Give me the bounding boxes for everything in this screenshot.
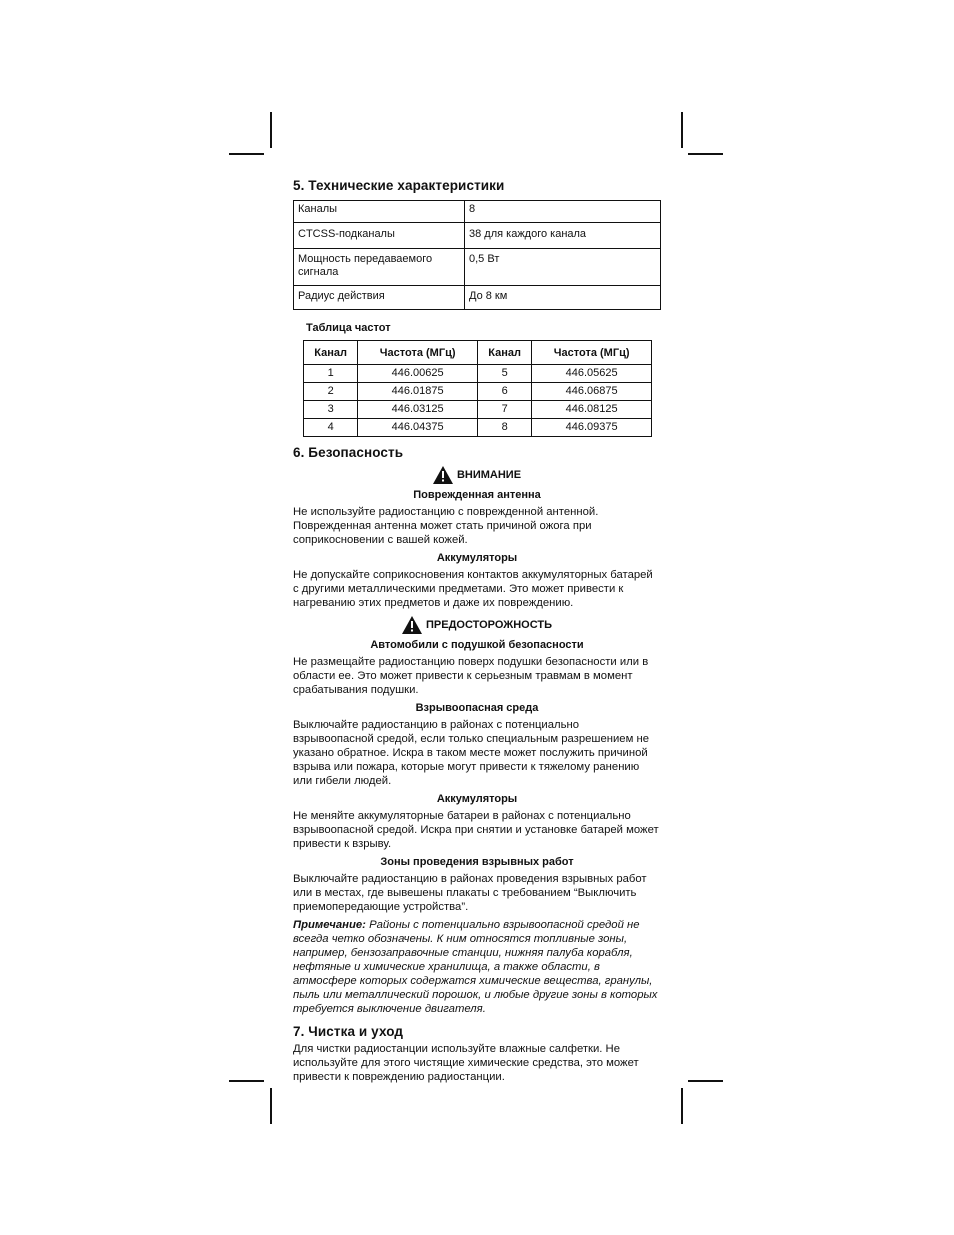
spec-value: 0,5 Вт [465,249,661,286]
explosive-text: Выключайте радиостанцию в районах с потенциально взрывоопасной средой, если только специальным разрешением не указано обратное. Искра в таком месте может послужить причиной взрыва или пожара, которые могут привести к тяжелому ранению или гибели людей. [293,719,650,787]
crop-mark [270,112,272,148]
table-cell: 1 [304,365,358,383]
batteries2-title: Аккумуляторы [436,793,518,805]
attention-heading [293,466,661,484]
crop-mark [681,112,683,148]
crop-mark [688,1080,723,1082]
crop-mark [229,153,264,155]
table-cell: 2 [304,383,358,401]
column-header: Канал [304,341,358,365]
column-header: Частота (МГц) [532,341,652,365]
section7-title: 7. Чистка и уход [293,1024,404,1039]
table-cell: 3 [304,401,358,419]
warning-triangle-icon [402,616,422,634]
spec-label: CTCSS-подканалы [294,223,465,249]
table-cell: 7 [477,401,531,419]
table-cell: 446.00625 [358,365,478,383]
table-row [294,249,661,286]
crop-mark [681,1088,683,1124]
caution-heading [293,616,661,634]
note-label: Примечание: [293,919,366,931]
airbag-text: Не размещайте радиостанцию поверх подушки безопасности или в области ее. Это может привести к серьезным травмам в момент срабатывания подушки. [293,656,649,696]
table-cell: 446.05625 [532,365,652,383]
explosive-title: Взрывоопасная среда [415,702,539,714]
table-cell: 446.09375 [532,419,652,437]
note-paragraph [293,918,661,1016]
frequency-table [303,340,652,437]
table-row [294,223,661,249]
spec-table [293,200,661,310]
table-cell: 5 [477,365,531,383]
table-cell: 4 [304,419,358,437]
spec-value: 8 [465,201,661,223]
table-row [304,365,652,383]
table-row [294,201,661,223]
airbag-title: Автомобили с подушкой безопасности [370,639,584,651]
caution-label: ПРЕДОСТОРОЖНОСТЬ [426,619,552,631]
spec-value: До 8 км [465,286,661,310]
section6-title: 6. Безопасность [293,445,404,460]
blasting-title: Зоны проведения взрывных работ [380,856,574,868]
table-row [304,383,652,401]
damaged-antenna-title: Поврежденная антенна [413,489,541,501]
attention-label: ВНИМАНИЕ [456,469,522,481]
column-header: Канал [477,341,531,365]
table-cell: 446.08125 [532,401,652,419]
table-cell: 446.03125 [358,401,478,419]
batteries-title: Аккумуляторы [436,552,518,564]
table-cell: 446.06875 [532,383,652,401]
table-row [294,286,661,310]
spec-label: Радиус действия [294,286,465,310]
table-row [304,419,652,437]
crop-mark [229,1080,264,1082]
note-text: Районы с потенциально взрывоопасной средой не всегда четко обозначены. К ним относятся топливные зоны, например, бензозаправочные станции, нижняя палуба корабля, нефтяные и химические хранилища, а также области, в атмосфере которых содержатся химические вещества, гранулы, пыль или металлический порошок, и любые другие зоны в которых требуется выключение двигателя. [293,919,658,1015]
damaged-antenna-text: Не используйте радиостанцию с поврежденной антенной. Поврежденная антенна может стать причиной ожога при соприкосновении с вашей кожей. [293,506,599,546]
freq-table-title: Таблица частот [306,322,391,334]
column-header: Частота (МГц) [358,341,478,365]
table-cell: 446.01875 [358,383,478,401]
table-header-row [304,341,652,365]
spec-value: 38 для каждого канала [465,223,661,249]
cleaning-text: Для чистки радиостанции используйте влажные салфетки. Не используйте для этого чистящие химические средства, это может привести к повреждению радиостанции. [293,1043,639,1083]
table-row [304,401,652,419]
crop-mark [688,153,723,155]
section5-title: 5. Технические характеристики [293,178,505,193]
blasting-text: Выключайте радиостанцию в районах проведения взрывных работ или в местах, где вывешены плакаты с требованием “Выключить приемопередающие устройства”. [293,873,647,913]
table-cell: 8 [477,419,531,437]
batteries2-text: Не меняйте аккумуляторные батареи в районах с потенциально взрывоопасной средой. Искра при снятии и установке батарей может привести к взрыву. [293,810,659,850]
warning-triangle-icon [433,466,453,484]
crop-mark [270,1088,272,1124]
page-content [293,178,661,1084]
spec-label: Мощность передаваемого сигнала [294,249,465,286]
batteries-text: Не допускайте соприкосновения контактов аккумуляторных батарей с другими металлическими предметами. Это может привести к нагреванию этих предметов и даже их повреждению. [293,569,653,609]
table-cell: 6 [477,383,531,401]
table-cell: 446.04375 [358,419,478,437]
spec-label: Каналы [294,201,465,223]
